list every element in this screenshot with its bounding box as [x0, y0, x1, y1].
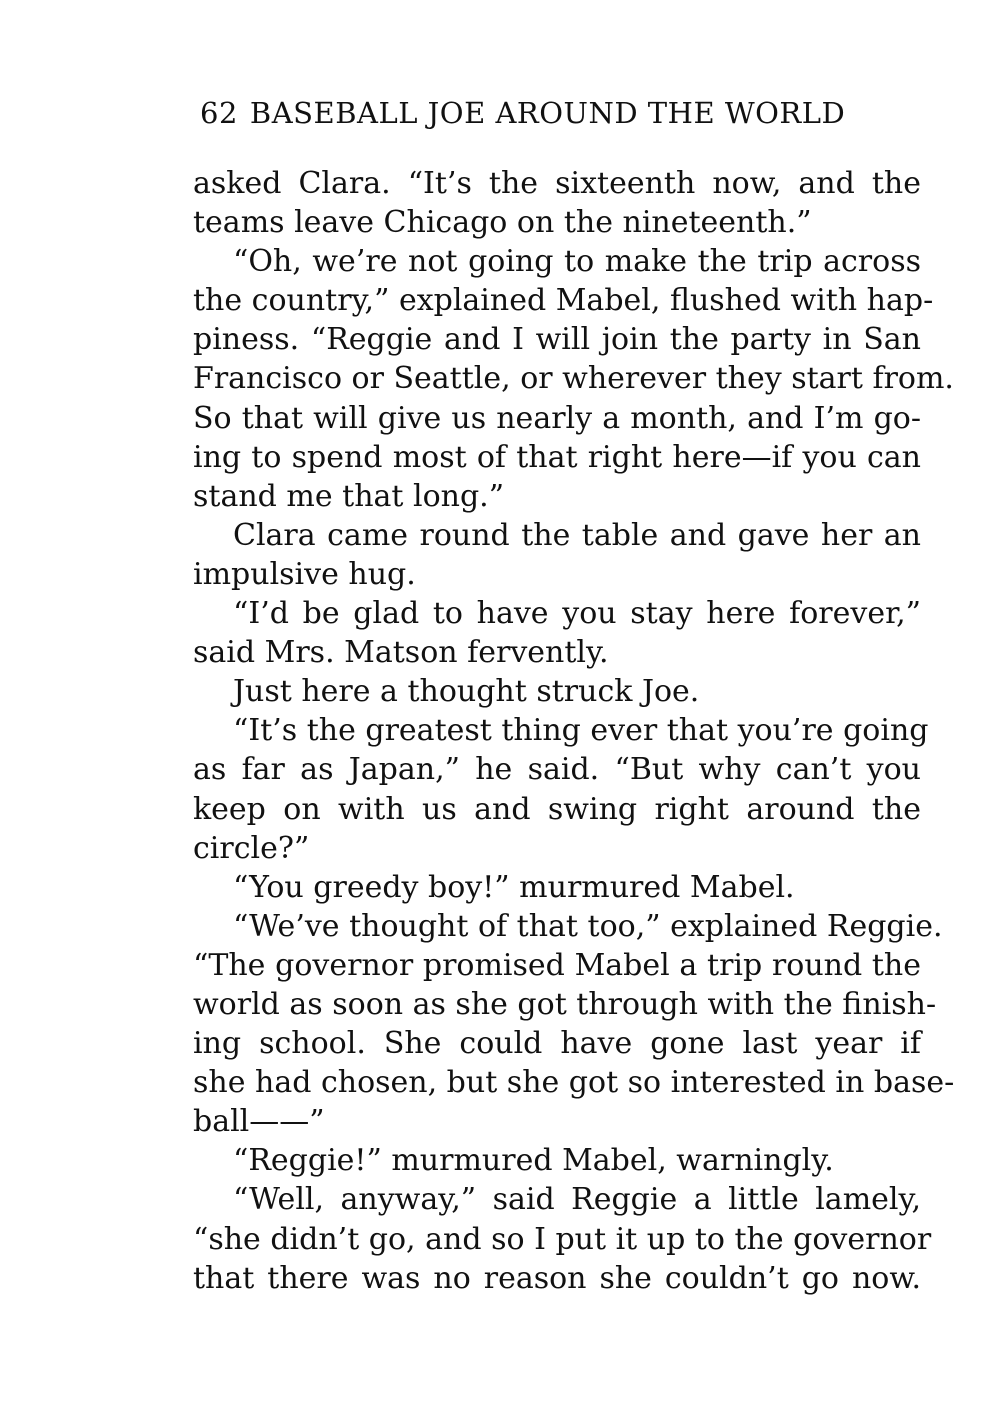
text-line: “You greedy boy!” murmured Mabel. [233, 869, 795, 905]
page-header [200, 96, 930, 130]
text-line: Just here a thought struck Joe. [233, 674, 700, 710]
text-line: “Oh, we’re not going to make the trip across [233, 244, 921, 280]
text-line: “Reggie!” murmured Mabel, warningly. [233, 1143, 834, 1179]
text-line: stand me that long.” [193, 478, 505, 514]
text-line: asked Clara. “It’s the sixteenth now, and the [193, 166, 921, 201]
text-line: as far as Japan,” he said. “But why can’t you [193, 752, 921, 788]
text-line: “The governor promised Mabel a trip round the [193, 947, 921, 983]
text-line: that there was no reason she couldn’t go now. [193, 1260, 921, 1296]
text-line: impulsive hug. [193, 556, 416, 592]
text-line: ball——” [193, 1104, 325, 1140]
text-line: “she didn’t go, and so I put it up to the governor [193, 1221, 932, 1257]
text-line: ing to spend most of that right here—if you can [193, 439, 921, 475]
body-text [193, 164, 955, 1298]
text-line: “It’s the greatest thing ever that you’re going [233, 713, 929, 749]
text-line: “Well, anyway,” said Reggie a little lamely, [233, 1182, 921, 1218]
text-line: piness. “Reggie and I will join the party in San [193, 322, 921, 358]
text-line: “We’ve thought of that too,” explained Reggie. [233, 908, 943, 944]
text-line: world as soon as she got through with the finish- [193, 986, 937, 1022]
text-line: Clara came round the table and gave her an [233, 517, 921, 553]
text-line: “I’d be glad to have you stay here forever,” [233, 596, 921, 632]
text-line: she had chosen, but she got so interested in base- [193, 1065, 955, 1101]
text-line: circle?” [193, 830, 310, 866]
text-line: ing school. She could have gone last year if [193, 1026, 921, 1062]
text-line: the country,” explained Mabel, flushed with hap- [193, 283, 934, 319]
text-line: said Mrs. Matson fervently. [193, 635, 609, 671]
text-line: teams leave Chicago on the nineteenth.” [193, 205, 812, 241]
text-line: So that will give us nearly a month, and I’m go- [193, 400, 921, 436]
text-line: keep on with us and swing right around the [193, 791, 921, 827]
page-number: 62 [200, 96, 238, 130]
text-line: Francisco or Seattle, or wherever they start from. [193, 361, 954, 397]
running-title: BASEBALL JOE AROUND THE WORLD [249, 96, 846, 130]
